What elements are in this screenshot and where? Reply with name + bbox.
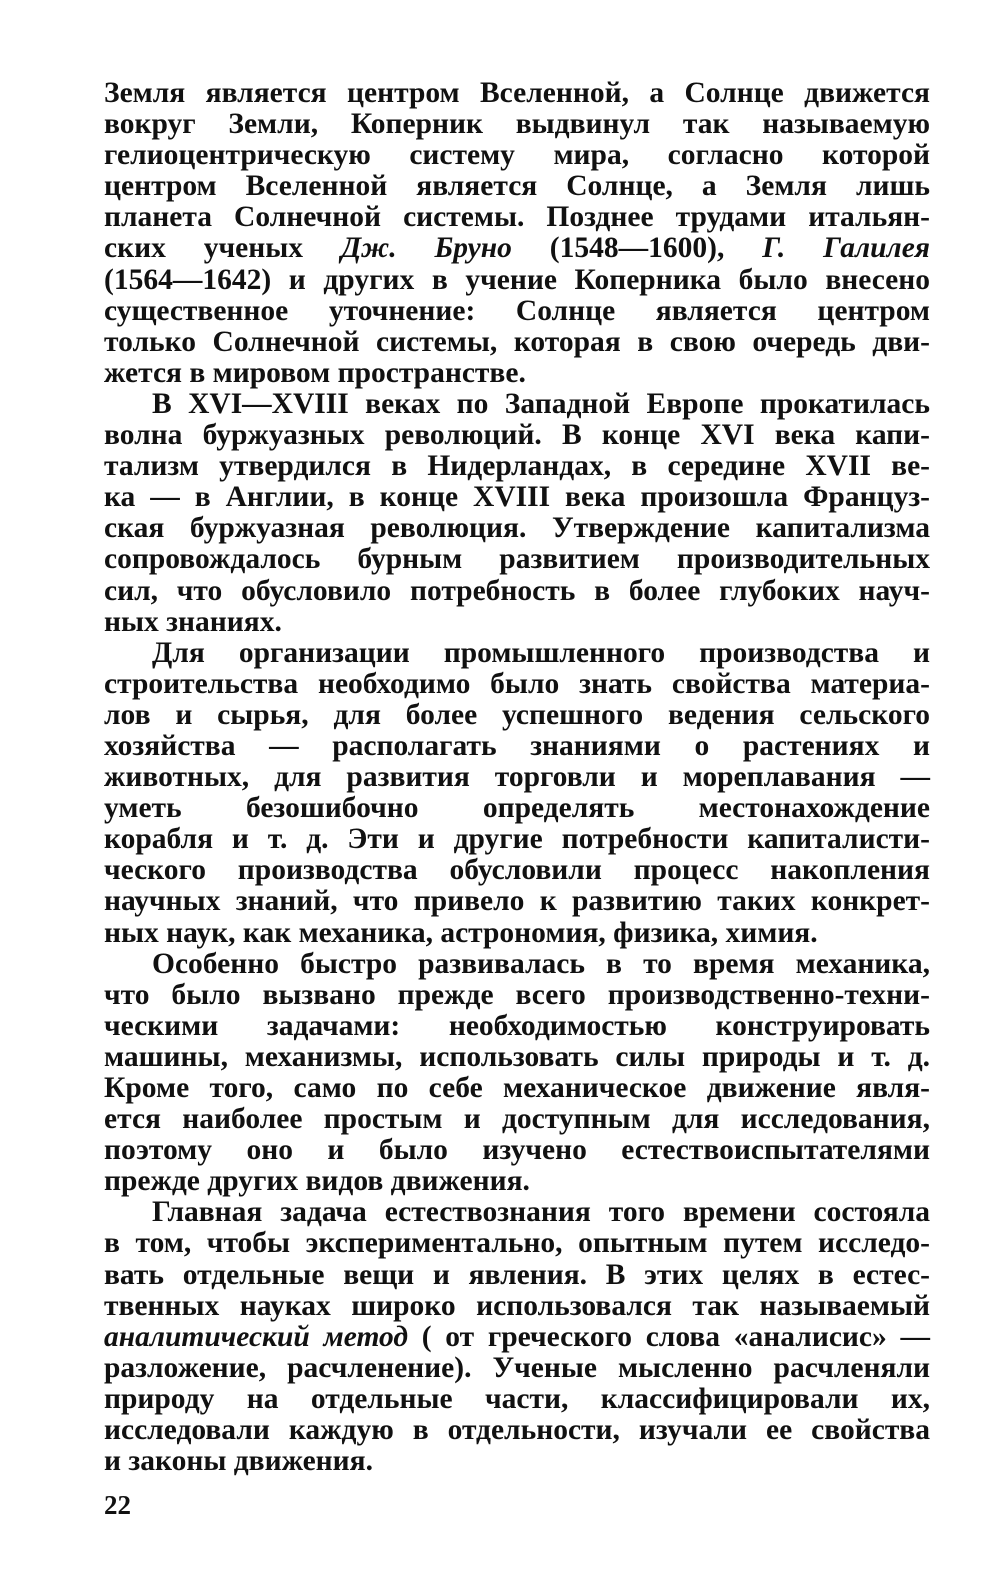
text-line: Кроме того, само по себе механическое движение явля- bbox=[104, 1072, 930, 1104]
text-line: уметь безошибочно определять местонахождение bbox=[104, 792, 930, 825]
text-line: сил, что обусловило потребность в более глубоких науч- bbox=[104, 574, 930, 607]
paragraph bbox=[104, 389, 930, 638]
text-line: природу на отдельные части, классифицировали их, bbox=[104, 1382, 930, 1415]
paragraph bbox=[104, 78, 930, 389]
text-line bbox=[104, 233, 930, 264]
text-line: машины, механизмы, использовать силы природы и т. д. bbox=[104, 1040, 930, 1073]
page-number: 22 bbox=[104, 1490, 131, 1520]
text-line: ется наиболее простым и доступным для исследования, bbox=[104, 1103, 930, 1136]
text-line: Для организации промышленного производства и bbox=[152, 636, 930, 669]
text-line: Земля является центром Вселенной, а Солнце движется bbox=[104, 77, 930, 109]
text-line: поэтому оно и было изучено естествоиспытателями bbox=[104, 1134, 930, 1167]
body-text bbox=[104, 78, 930, 1477]
text-line: сопровождалось бурным развитием производительных bbox=[104, 543, 930, 576]
text-line: только Солнечной системы, которая в свою очередь дви- bbox=[104, 325, 930, 358]
text-line: ческими задачами: необходимостью конструировать bbox=[104, 1009, 930, 1042]
text-line: прежде других видов движения. bbox=[104, 1165, 530, 1198]
paragraph bbox=[104, 1197, 930, 1477]
italic-segment: Г. Галилея bbox=[762, 232, 930, 265]
text-line: исследовали каждую в отдельности, изучали ее свойства bbox=[104, 1414, 930, 1447]
text-line: животных, для развития торговли и мореплавания — bbox=[104, 761, 930, 794]
text-line: волна буржуазных революций. В конце XVI века капи- bbox=[104, 419, 930, 452]
paragraph bbox=[104, 949, 930, 1198]
italic-segment: аналитический метод bbox=[104, 1320, 409, 1353]
text-line: тализм утвердился в Нидерландах, в середине XVII ве- bbox=[104, 450, 930, 483]
text-line: вать отдельные вещи и явления. В этих целях в естес- bbox=[104, 1258, 930, 1291]
text-line: планета Солнечной системы. Позднее трудами итальян- bbox=[104, 201, 930, 234]
text-line: строительства необходимо было знать свойства материа- bbox=[104, 667, 930, 700]
text-line bbox=[104, 1322, 930, 1353]
text-line: хозяйства — располагать знаниями о растениях и bbox=[104, 729, 930, 762]
text-line: разложение, расчленение). Ученые мысленно расчленяли bbox=[104, 1351, 930, 1384]
text-line: ская буржуазная революция. Утверждение капитализма bbox=[104, 512, 930, 545]
text-line: твенных науках широко использовался так называемый bbox=[104, 1289, 930, 1322]
text-line: (1564—1642) и других в учение Коперника было внесено bbox=[104, 263, 930, 296]
text-line: что было вызвано прежде всего производственно-техни- bbox=[104, 978, 930, 1011]
text-line: существенное уточнение: Солнце является центром bbox=[104, 294, 930, 327]
paragraph bbox=[104, 638, 930, 949]
text-line: вокруг Земли, Коперник выдвинул так называемую bbox=[104, 108, 930, 141]
text-segment: ских ученых bbox=[104, 232, 341, 265]
text-line: в том, чтобы экспериментально, опытным путем исследо- bbox=[104, 1227, 930, 1260]
text-line: лов и сырья, для более успешного ведения сельского bbox=[104, 698, 930, 731]
text-segment: (1548—1600), bbox=[511, 232, 763, 265]
text-line: ка — в Англии, в конце XVIII века произошла Француз- bbox=[104, 481, 930, 514]
text-line: В XVI—XVIII веках по Западной Европе прокатилась bbox=[152, 387, 930, 420]
italic-segment: Дж. Бруно bbox=[340, 232, 512, 265]
text-segment: ( от греческого слова «аналисис» — bbox=[408, 1320, 930, 1353]
text-line: центром Вселенной является Солнце, а Земля лишь bbox=[104, 170, 930, 203]
text-line: Особенно быстро развивалась в то время механика, bbox=[152, 947, 930, 980]
text-line: ных наук, как механика, астрономия, физика, химия. bbox=[104, 916, 818, 949]
text-line: гелиоцентрическую систему мира, согласно которой bbox=[104, 139, 930, 172]
text-line: Главная задача естествознания того времени состояла bbox=[152, 1196, 930, 1229]
text-line: жется в мировом пространстве. bbox=[104, 356, 526, 389]
text-line: ных знаниях. bbox=[104, 605, 282, 638]
text-line: и законы движения. bbox=[104, 1445, 374, 1478]
text-line: ческого производства обусловили процесс накопления bbox=[104, 854, 930, 887]
text-line: корабля и т. д. Эти и другие потребности капиталисти- bbox=[104, 823, 930, 856]
text-line: научных знаний, что привело к развитию таких конкрет- bbox=[104, 885, 930, 918]
